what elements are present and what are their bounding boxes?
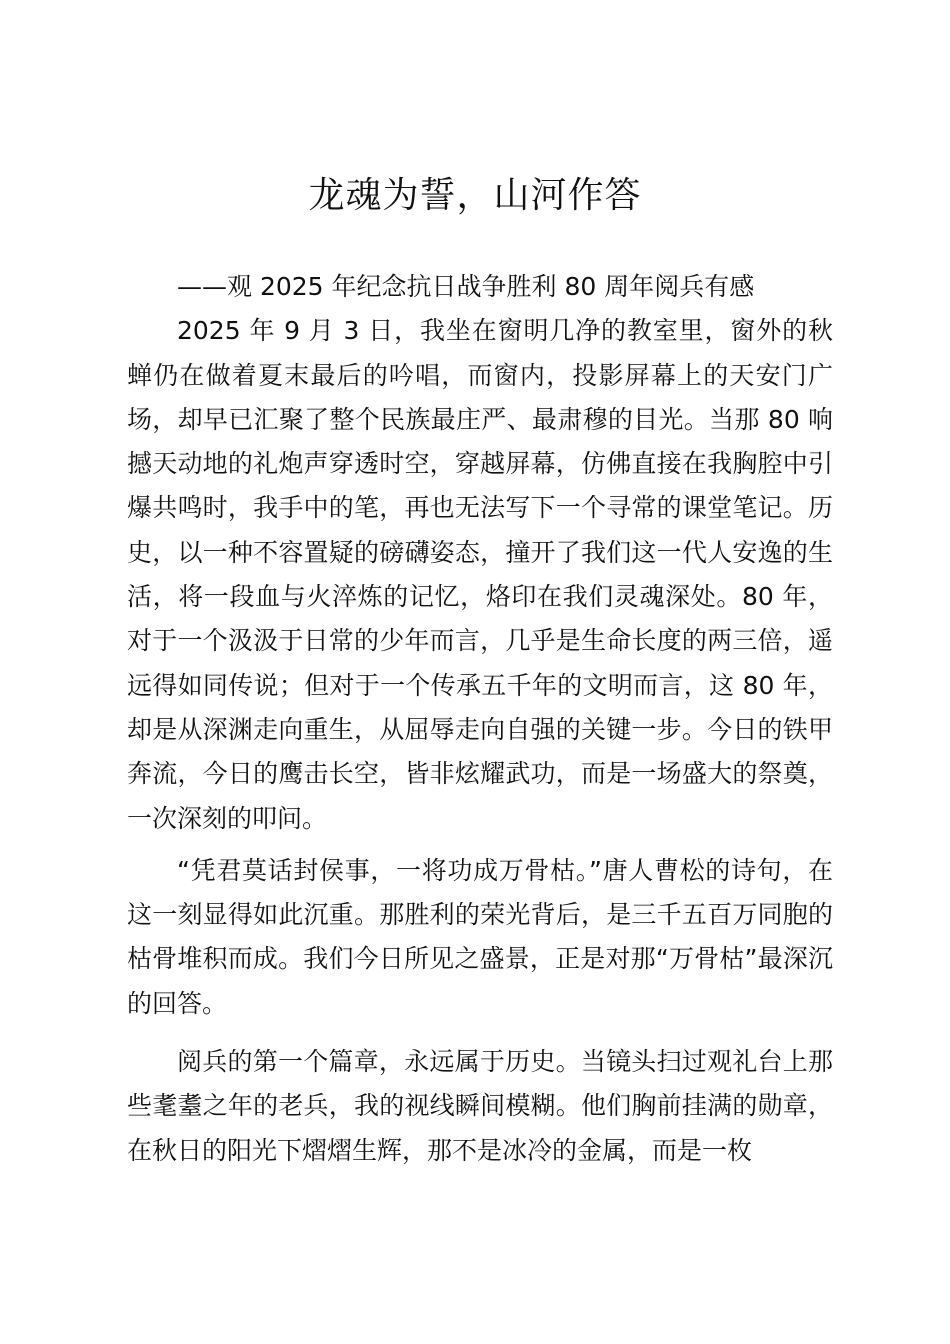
page-title: 龙魂为誓，山河作答 — [308, 175, 642, 216]
paragraph-2: “凭君莫话封侯事，一将功成万骨枯。”唐人曹松的诗句，在这一刻显得如此沉重。那胜利的荣光背后，是三千五百万同胞的枯骨堆积而成。我们今日所见之盛景，正是对那“万骨枯”最深沉的回答。 — [127, 855, 833, 1018]
paragraph-1: 2025 年 9 月 3 日，我坐在窗明几净的教室里，窗外的秋蝉仍在做着夏末最后的吟唱，而窗内，投影屏幕上的天安门广场，却早已汇聚了整个民族最庄严、最肃穆的目光。当那 80 响撼天动地的礼炮声穿透时空，穿越屏幕，仿佛直接在我胸腔中引爆共鸣时，我手中的笔，再也无法写下一个寻常的课堂笔记。历史，以一种不容置疑的磅礴姿态，撞开了我们这一代人安逸的生活，将一段血与火淬炼的记忆，烙印在我们灵魂深处。80 年，对于一个汲汲于日常的少年而言，几乎是生命长度的两三倍，遥远得如同传说；但对于一个传承五千年的文明而言，这 80 年，却是从深渊走向重生，从屈辱走向自强的关键一步。今日的铁甲奔流，今日的鹰击长空，皆非炫耀武功，而是一场盛大的祭奠，一次深刻的叩问。 — [127, 316, 833, 833]
paragraph-3: 阅兵的第一个篇章，永远属于历史。当镜头扫过观礼台上那些耄耋之年的老兵，我的视线瞬间模糊。他们胸前挂满的勋章，在秋日的阳光下熠熠生辉，那不是冰冷的金属，而是一枚 — [127, 1047, 833, 1165]
subtitle: ——观 2025 年纪念抗日战争胜利 80 周年阅兵有感 — [177, 272, 755, 301]
article-body — [127, 265, 833, 1173]
